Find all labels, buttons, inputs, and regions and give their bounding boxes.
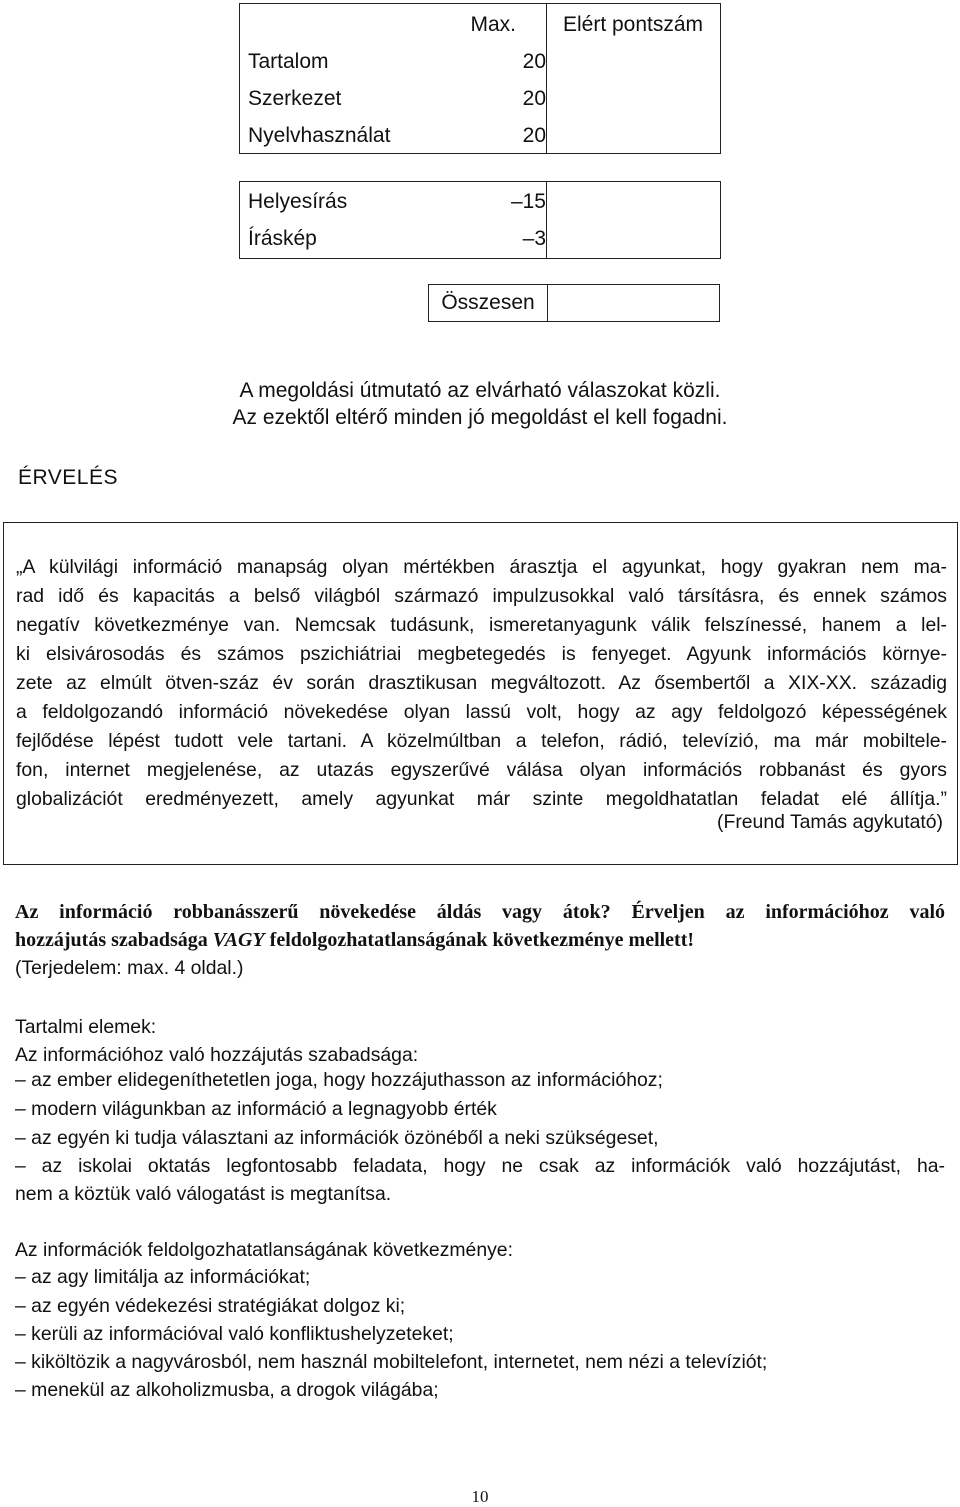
score-row-label: Nyelvhasználat bbox=[248, 124, 391, 147]
score-row-label: Íráskép bbox=[248, 227, 317, 250]
group2-item: – menekül az alkoholizmusba, a drogok világába; bbox=[15, 1379, 439, 1401]
score-row-max: 20 bbox=[522, 124, 546, 147]
quote-line: globalizációt eredményezett, amely agyunkat már szinte megoldhatatlan feladat elé állítja.” bbox=[16, 788, 947, 810]
elements-heading: Tartalmi elemek: bbox=[15, 1016, 157, 1038]
score-row-label: Tartalom bbox=[248, 50, 329, 73]
score-row-max: 20 bbox=[522, 50, 546, 73]
total-score-box bbox=[428, 284, 720, 322]
quote-line: zete az elmúlt ötven-száz év során drasztikusan megváltozott. Az ősembertől a XIX-XX. századig bbox=[16, 672, 947, 694]
score-row-iraskep bbox=[240, 220, 546, 257]
question-length: (Terjedelem: max. 4 oldal.) bbox=[15, 957, 244, 979]
group1-item: nem a köztük való válogatást is megtanítsa. bbox=[15, 1183, 392, 1205]
score-row-nyelvhasznalat bbox=[240, 117, 546, 154]
quote-line: fejlődése lépést tudott vele tartani. A közelmúltban a telefon, rádió, televízió, ma már mobiltele- bbox=[16, 730, 947, 752]
question-emphasis: VAGY bbox=[212, 929, 265, 951]
group2-item: – az egyén védekezési stratégiákat dolgoz ki; bbox=[15, 1295, 406, 1317]
score-row-max: –15 bbox=[510, 190, 546, 213]
quote-line: a feldolgozandó információ növekedése olyan lassú volt, hogy az agy feldolgozó képességének bbox=[16, 701, 947, 723]
achieved-column-header: Elért pontszám bbox=[562, 13, 704, 36]
question-text-c: feldolgozhatatlanságának következménye mellett! bbox=[264, 929, 695, 951]
quote-line: negatív következménye van. Nemcsak tudásunk, ismeretanyagunk válik felszínessé, hanem a lel- bbox=[16, 614, 947, 636]
page-number: 10 bbox=[471, 1487, 489, 1506]
group2-item: – az agy limitálja az információkat; bbox=[15, 1266, 311, 1288]
question-line-1 bbox=[15, 898, 945, 926]
score-row-label: Helyesírás bbox=[248, 190, 348, 213]
total-divider bbox=[547, 285, 548, 321]
score-row-label: Szerkezet bbox=[248, 87, 342, 110]
group2-item: – kiköltözik a nagyvárosból, nem használ mobiltelefont, internetet, nem nézi a televíziót; bbox=[15, 1351, 768, 1373]
group1-item: – az egyén ki tudja választani az információk özönéből a neki szükségeset, bbox=[15, 1127, 659, 1149]
group1-item: – az ember elidegeníthetetlen joga, hogy hozzájuthasson az információhoz; bbox=[15, 1069, 663, 1091]
quote-box bbox=[3, 522, 958, 865]
score-row-tartalom bbox=[240, 43, 546, 80]
max-column-header: Max. bbox=[470, 13, 516, 36]
quote-line: fon, internet megjelenése, az utazás egyszerűvé válása olyan információs robbanást és gyors bbox=[16, 759, 947, 781]
score-table-deductions bbox=[239, 181, 721, 259]
question-text: Az információ robbanásszerű növekedése áldás vagy átok? Érveljen az információhoz való bbox=[15, 901, 945, 923]
section-title: ÉRVELÉS bbox=[18, 466, 118, 489]
score-row-szerkezet bbox=[240, 80, 546, 117]
group1-heading: Az információhoz való hozzájutás szabadsága: bbox=[15, 1044, 419, 1066]
question-line-2 bbox=[15, 926, 694, 954]
group2-item: – kerüli az információval való konfliktushelyzeteket; bbox=[15, 1323, 454, 1345]
quote-line: „A külvilági információ manapság olyan mértékben árasztja el agyunkat, hogy gyakran nem ma- bbox=[16, 556, 947, 578]
note-line-1: A megoldási útmutató az elvárható válaszokat közli. bbox=[239, 379, 721, 402]
score-row-max: 20 bbox=[522, 87, 546, 110]
quote-line: rad idő és kapacitás a belső világból származó impulzusokkal való társításra, és ennek számos bbox=[16, 585, 947, 607]
group1-item: – modern világunkban az információ a legnagyobb érték bbox=[15, 1098, 497, 1120]
score-row-max: –3 bbox=[522, 227, 546, 250]
group1-item: – az iskolai oktatás legfontosabb feladata, hogy ne csak az információk való hozzájutást, ha- bbox=[15, 1155, 945, 1177]
note-line-2: Az ezektől eltérő minden jó megoldást el kell fogadni. bbox=[232, 406, 728, 429]
group2-heading: Az információk feldolgozhatatlanságának következménye: bbox=[15, 1239, 513, 1261]
score-table-divider bbox=[546, 182, 547, 258]
question-text-a: hozzájutás szabadsága bbox=[15, 929, 213, 951]
quote-author: (Freund Tamás agykutató) bbox=[717, 811, 943, 833]
score-table-main bbox=[239, 3, 721, 154]
score-row-helyesiras bbox=[240, 183, 546, 220]
quote-line: ki elsivárosodás és számos pszichiátriai megbetegedés is fenyeget. Agyunk információs környe- bbox=[16, 643, 947, 665]
total-label: Összesen bbox=[441, 291, 535, 314]
